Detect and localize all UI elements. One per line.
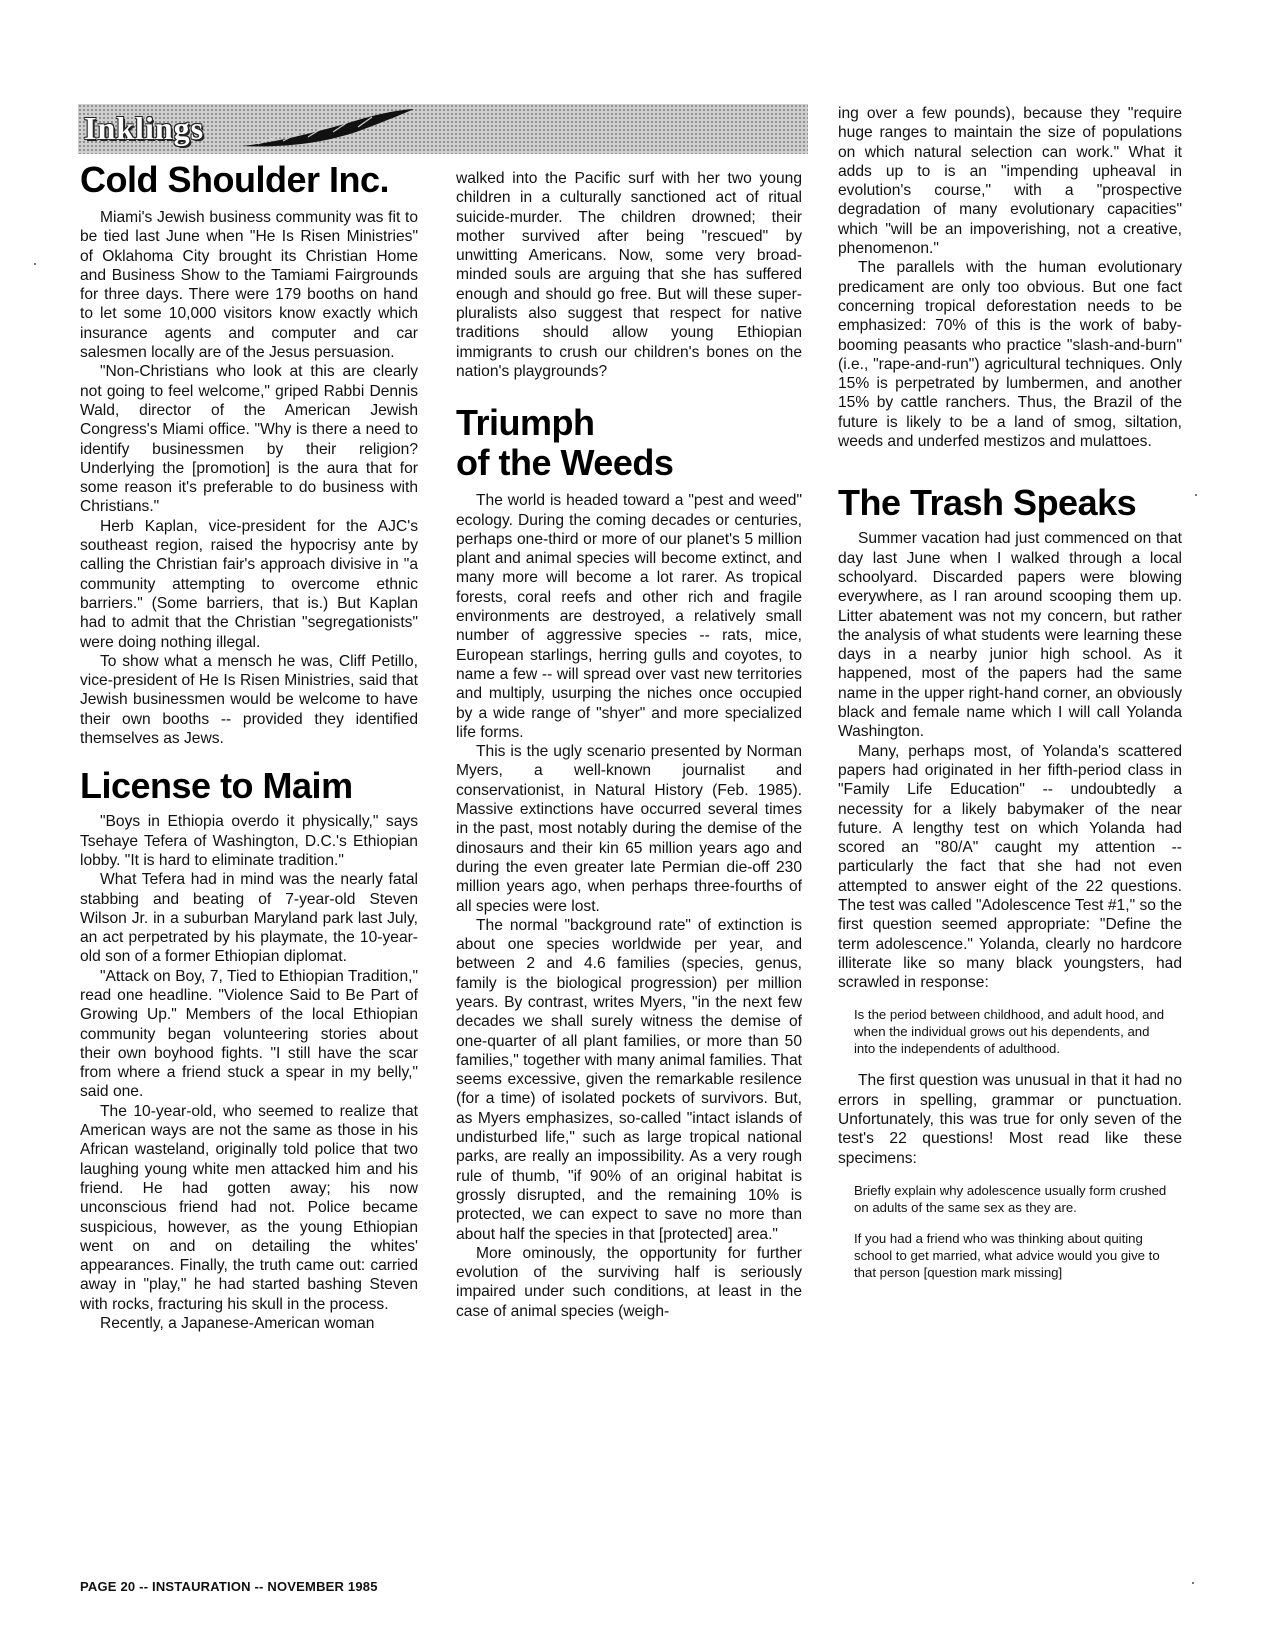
paragraph: The parallels with the human evolutionary predicament are only too obvious. But one fact concerning tropical deforestation needs to be emphasized: 70% of this is the work of baby-booming peasants who practice "slash-and-burn" (i.e., "rape-and-run") agricultural techniques. Only 15% is perpetrated by lumbermen, and another 15% by cattle ranchers. Thus, the Brazil of the future is likely to be a land of smog, siltation, weeds and underfed mestizos and mulattoes. [838,259,1182,451]
paragraph: The normal "background rate" of extinction is about one species worldwide per year, and between 2 and 4.6 families (species, genus, family is the biological progression) per million years. By contrast, writes Myers, "in the next few decades we shall surely witness the demise of one-quarter of all plant families, or more than 50 families," together with many animal families. That seems excessive, given the remarkable resilence (for a time) of isolated pockets of survivors. But, as Myers emphasizes, so-called "intact islands of undisturbed life," such as large tropical national parks, are really an impossibility. As a very rough rule of thumb, "if 90% of an original habitat is grossly disrupted, and the remaining 10% is protected, we can expect to save no more than about half the species in that [protected] area." [456,916,802,1243]
paragraph: Recently, a Japanese-American woman [100,1315,375,1333]
scan-speck [1195,494,1197,496]
paragraph: The world is headed toward a "pest and weed" ecology. During the coming decades or centuries, perhaps one-third or more of our planet's 5 million plant and animal species will become extinct, and many more will become a lot rarer. As tropical forests, coral reefs and other rich and fragile environments are destroyed, a relatively small number of aggressive species -- rats, mice, European starlings, herring gulls and coyotes, to name a few -- will spread over vast new territories and multiply, usurping the niches once occupied by a wide range of "shyer" and more specialized life forms. [456,492,802,741]
column-2 [456,169,802,1321]
paragraph: To show what a mensch he was, Cliff Petillo, vice-president of He Is Risen Ministries, said that Jewish businessmen would be welcome to have their own booths -- provided they identified themselves as Jews. [80,652,418,748]
paragraph: "Boys in Ethiopia overdo it physically," says Tsehaye Tefera of Washington, D.C.'s Ethiopian lobby. "It is hard to eliminate tradition." [80,813,418,869]
block-quote: If you had a friend who was thinking about quiting school to get married, what advice would you give to that person [question mark missing] [854,1230,1160,1280]
paragraph: "Non-Christians who look at this are clearly not going to feel welcome," griped Rabbi Dennis Wald, director of the American Jewish Congress's Miami office. "Why is there a need to identify businessmen by their religion? Underlying the [promotion] is the aura that for some reason it's preferable to do business with Christians." [80,363,418,516]
article-title-the-trash-speaks: The Trash Speaks [838,482,1137,524]
paragraph-continued: ing over a few pounds), because they "require huge ranges to maintain the size of populations on which natural selection can work." What it adds up to is an "impending upheaval in evolution's course," with a "prospective degradation of many evolutionary capacities" which "will be an impoverishing, not a creative, phenomenon." [838,105,1182,258]
paragraph: The 10-year-old, who seemed to realize that American ways are not the same as those in his African wasteland, originally told police that two laughing young white men attacked him and his friend. He had gotten away; his now unconscious friend had not. Police became suspicious, however, as the young Ethiopian went on and on detailing the whites' appearances. Finally, the truth came out: carried away in "play," he had started bashing Steven with rocks, fracturing his skull in the process. [80,1102,418,1313]
title-line-2: of the Weeds [456,442,674,484]
paragraph-continued: walked into the Pacific surf with her two young children in a culturally sanctioned act of ritual suicide-murder. The children drowned; their mother survived after being "rescued" by unwitting Americans. Now, some very broad-minded souls are arguing that she has suffered enough and should go free. But will these super-pluralists also suggest that respect for native traditions should allow young Ethiopian immigrants to crush our children's bones on the nation's playgrounds? [456,170,802,380]
article-title-triumph-of-the-weeds [456,403,802,483]
block-quote: Briefly explain why adolescence usually form crushed on adults of the same sex as they are. [854,1182,1167,1215]
quill-pen-icon [238,108,438,150]
title-line-1: Triumph [456,402,595,444]
paragraph: More ominously, the opportunity for further evolution of the surviving half is seriously impaired under such conditions, at least in the case of animal species (weigh- [456,1244,802,1320]
paragraph: Miami's Jewish business community was fit to be tied last June when "He Is Risen Ministries" of Oklahoma City brought its Christian Home and Business Show to the Tamiami Fairgrounds for three days. There were 179 booths on hand to let some 10,000 visitors know exactly which insurance agents and computer and car salesmen locally are of the Jesus persuasion. [80,209,418,362]
block-quote: Is the period between childhood, and adult hood, and when the individual grows out his dependents, and into the independents of adulthood. [854,1007,1165,1057]
inklings-banner [78,104,808,154]
article-title-cold-shoulder: Cold Shoulder Inc. [80,159,390,200]
scan-speck [1192,1582,1194,1584]
paragraph: The first question was unusual in that it had no errors in spelling, grammar or punctuation. Unfortunately, this was true for only seven of the test's 22 questions! Most read like these specimens: [838,1072,1182,1167]
paragraph: This is the ugly scenario presented by Norman Myers, a well-known journalist and conservationist, in Natural History (Feb. 1985). Massive extinctions have occurred several times in the past, most notably during the demise of the dinosaurs and their kin 65 million years ago and during the even greater late Permian die-off 230 million years ago, when perhaps three-fourths of all species were lost. [456,743,802,915]
column-1 [80,160,418,1333]
column-3 [838,104,1182,1295]
paragraph: Summer vacation had just commenced on that day last June when I walked through a local schoolyard. Discarded papers were blowing everywhere, as I ran around scooping them up. Litter abatement was not my concern, but rather the analysis of what students were learning these days in a nearby junior high school. As it happened, most of the papers had the same name in the upper right-hand corner, an obviously black and female name which I will call Yolanda Washington. [838,530,1182,741]
paragraph: What Tefera had in mind was the nearly fatal stabbing and beating of 7-year-old Steven Wilson Jr. in a suburban Maryland park last July, an act perpetrated by his playmate, the 10-year-old son of a former Ethiopian diplomat. [80,871,418,966]
scan-speck [34,263,36,265]
article-title-license-to-maim: License to Maim [80,765,353,807]
paragraph: "Attack on Boy, 7, Tied to Ethiopian Tradition," read one headline. "Violence Said to Be Part of Growing Up." Members of the local Ethiopian community began volunteering stories about their own boyhood fights. "I still have the scar from where a friend stuck a spear in my belly," said one. [80,967,418,1101]
page-footer: PAGE 20 -- INSTAURATION -- NOVEMBER 1985 [80,1579,378,1594]
section-title: Inklings [84,110,205,146]
paragraph: Herb Kaplan, vice-president for the AJC's southeast region, raised the hypocrisy ante by calling the Christian fair's approach divisive in "a community attempting to overcome ethnic barriers." (Some barriers, that is.) But Kaplan had to admit that the Christian "segregationists" were doing nothing illegal. [80,517,418,651]
paragraph: Many, perhaps most, of Yolanda's scattered papers had originated in her fifth-period class in "Family Life Education" -- undoubtedly a necessity for a likely babymaker of the near future. A lengthy test on which Yolanda had scored an "80/A" caught my attention -- particularly the fact that she had not even attempted to answer eight of the 22 questions. The test was called "Adolescence Test #1," so the first question seemed appropriate: "Define the term adolescence." Yolanda, clearly no hardcore illiterate like so many black youngsters, had scrawled in response: [838,742,1182,992]
